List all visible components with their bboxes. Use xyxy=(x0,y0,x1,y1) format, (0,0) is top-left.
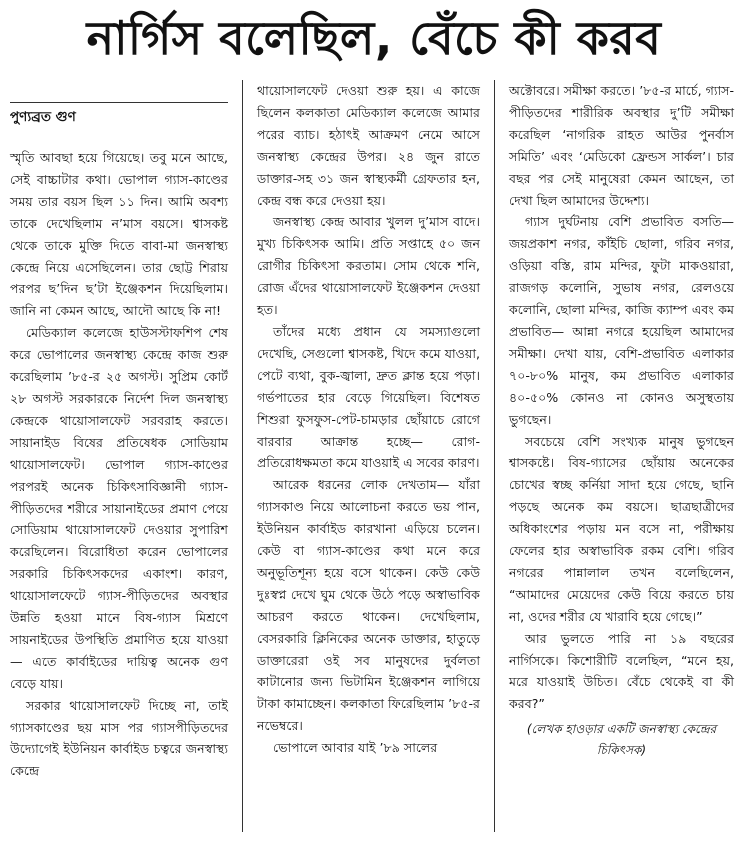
paragraph: জনস্বাস্থ্য কেন্দ্র আবার খুলল দু’মাস বাদে। মুখ্য চিকিৎসক আমি। প্রতি সপ্তাহে ৫০ জন রোগীর চিকিৎসা করতাম। সোম থেকে শনি, রোজ এঁদের থায়োসালফেট ইঞ্জেকশন দেওয়া হত। xyxy=(257,214,480,318)
paragraph: সবচেয়ে বেশি সংখ্যক মানুষ ভুগছেন শ্বাসকষ্টে। বিষ-গ্যাসের ছোঁয়ায় অনেকের চোখের স্বচ্ছ কর্নিয়া সাদা হয়ে গেছে, ছানি পড়ছে অনেক কম বয়সে। ছাত্রছাত্রীদের অধিকাংশের পড়ায় মন বসে না, পরীক্ষায় ফেলের হার অস্বাভাবিক রকম বেশি। গরিব নগরের পান্নালাল তখন বলেছিলেন, “আমাদের মেয়েদের কেউ বিয়ে করতে চায় না, ওদের শরীর যে খারাবি হয়ে গেছে।” xyxy=(509,433,734,624)
article-headline: নার্গিস বলেছিল, বেঁচে কী করব xyxy=(86,11,662,65)
byline-block xyxy=(10,102,228,127)
paragraph: আর ভুলতে পারি না ১৯ বছরের নার্গিসকে। কিশোরীটি বলেছিল, “মনে হয়, মরে যাওয়াই উচিত। বেঁচে থেকেই বা কী করব?” xyxy=(509,630,734,712)
column-2 xyxy=(242,80,494,832)
paragraph: অক্টোবরে। সমীক্ষা করতে। ’৮৫-র মার্চে, গ্যাস-পীড়িতদের শারীরিক অবস্থার দু’টি সমীক্ষা করেছিল ‘নাগরিক রাহত আউর পুনর্বাস সমিতি’ এবং ‘মেডিকো ফ্রেন্ডস সার্কল’। চার বছর পর সেই মানুষেরা কেমন আছেন, তা দেখা ছিল আমাদের উদ্দেশ্য। xyxy=(509,83,735,208)
paragraph: স্মৃতি আবছা হয়ে গিয়েছে। তবু মনে আছে, সেই বাচ্চাটার কথা। ভোপাল গ্যাস-কাণ্ডের সময় তার বয়স ছিল ১১ দিন। আমি অবশ্য তাকে দেখেছিলাম ন’মাস বয়সে। শ্বাসকষ্ট থেকে তাকে মুক্তি দিতে বাবা-মা জনস্বাস্থ্য কেন্দ্রে নিয়ে এসেছিলেন। তার ছোট্ট শিরায় পরপর ছ’দিন ছ’টা ইঞ্জেকশন দিয়েছিলাম। জানি না কেমন আছে, আদৌ আছে কি না! xyxy=(10,150,228,319)
author-byline: পুণ্যব্রত গুণ xyxy=(10,109,76,125)
paragraph: গ্যাস দুর্ঘটনায় বেশি প্রভাবিত বসতি— জয়প্রকাশ নগর, কাঁইচি ছোলা, গরিব নগর, ওড়িয়া বস্তি, রাম মন্দির, ফুটা মাকওয়ারা, রাজগড় কলোনি, সুভাষ নগর, রেলওয়ে কলোনি, ছোলা মন্দির, কাজি ক্যাম্প এবং কম প্রভাবিত— আন্না নগরে হয়েছিল আমাদের সমীক্ষা। দেখা যায়, বেশি-প্রভাবিত এলাকার ৭০-৮০% মানুষ, কম প্রভাবিত এলাকার ৪০-৫০% কোনও না কোনও অসুস্থতায় ভুগছেন। xyxy=(509,214,734,427)
paragraph: মেডিক্যাল কলেজে হাউসস্টাফশিপ শেষ করে ভোপালের জনস্বাস্থ্য কেন্দ্রে কাজ শুরু করেছিলাম ’৮৫-র ২৫ অগস্ট। সুপ্রিম কোর্ট ২৮ অগস্ট সরকারকে নির্দেশ দিল জনস্বাস্থ্য কেন্দ্রকে থায়োসালফেট সরবরাহ করতে। সায়ানাইড বিষের প্রতিষেধক সোডিয়াম থায়োসালফেট। ভোপাল গ্যাস-কাণ্ডের পরপরই অনেক চিকিৎসাবিজ্ঞানী গ্যাস-পীড়িতদের শরীরে সায়ানাইডের প্রমাণ পেয়ে সোডিয়াম থায়োসালফেট দেওয়ার সুপারিশ করেছিলেন। বিরোধিতা করেন ভোপালের সরকারি চিকিৎসকদের একাংশ। কারণ, থায়োসালফেটে গ্যাস-পীড়িতদের অবস্থার উন্নতি হওয়া মানে বিষ-গ্যাস মিশ্রণে সায়নাইডের উপস্থিতি প্রমাণিত হয়ে যাওয়া— এতে কার্বাইডের দায়িত্ব অনেক গুণ বেড়ে যায়। xyxy=(10,325,228,691)
column-3 xyxy=(494,80,734,832)
author-credit: (লেখক হাওড়ার একটি জনস্বাস্থ্য কেন্দ্রের চিকিৎসক) xyxy=(526,722,717,758)
paragraph: তাঁদের মধ্যে প্রধান যে সমস্যাগুলো দেখেছি, সেগুলো শ্বাসকষ্ট, খিদে কমে যাওয়া, পেটে ব্যথা, বুক-জ্বালা, দ্রুত ক্লান্ত হয়ে পড়া। গর্ভপাতের হার বেড়ে গিয়েছিল। বিশেষত শিশুরা ফুসফুস-পেট-চামড়ার ছোঁয়াচে রোগে বারবার আক্রান্ত হচ্ছে— রোগ-প্রতিরোধক্ষমতা কমে যাওয়াই এ সবের কারণ। xyxy=(257,323,480,471)
column-1 xyxy=(10,80,242,832)
paragraph: থায়োসালফেট দেওয়া শুরু হয়। এ কাজে ছিলেন কলকাতা মেডিক্যাল কলেজে আমার পরের ব্যাচ। হঠাৎই আক্রমণ নেমে আসে জনস্বাস্থ্য কেন্দ্রের উপর। ২৪ জুন রাতে ডাক্তার-সহ ৩১ জন স্বাস্থ্যকর্মী গ্রেফতার হন, কেন্দ্র বন্ধ করে দেওয়া হয়। xyxy=(257,83,480,208)
article-body xyxy=(10,80,738,832)
paragraph: আরেক ধরনের লোক দেখতাম— যাঁরা গ্যাসকাণ্ড নিয়ে আলোচনা করতে ভয় পান, ইউনিয়ন কার্বাইড কারখানা এড়িয়ে চলেন। কেউ বা গ্যাস-কাণ্ডের কথা মনে করে অনুভূতিশূন্য হয়ে বসে থাকেন। কেউ কেউ দুঃস্বপ্ন দেখে ঘুম থেকে উঠে পড়ে অস্বাভাবিক আচরণ করতে থাকেন। দেখেছিলাম, বেসরকারি ক্লিনিকের অনেক ডাক্তার, হাতুড়ে ডাক্তারেরা ওই সব মানুষদের দুর্বলতা কাটানোর জন্য ভিটামিন ইঞ্জেকশন লাগিয়ে টাকা কামাচ্ছেন। কলকাতা ফিরেছিলাম ’৮৫-র নভেম্বরে। xyxy=(257,477,480,734)
paragraph: সরকার থায়োসালফেট দিচ্ছে না, তাই গ্যাসকাণ্ডের ছয় মাস পর গ্যাসপীড়িতদের উদ্যোগেই ইউনিয়ন কার্বাইড চত্বরে জনস্বাস্থ্য কেন্দ্রে xyxy=(10,697,228,779)
paragraph: ভোপালে আবার যাই ’৮৯ সালের xyxy=(273,740,438,756)
